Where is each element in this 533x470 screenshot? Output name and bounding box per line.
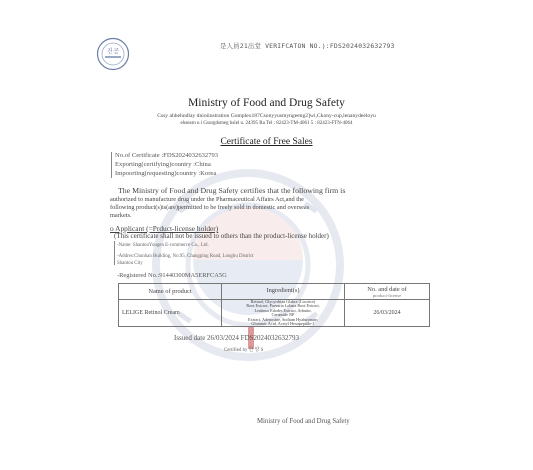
certificate-title: Certificate of Free Sales	[220, 137, 313, 147]
table-row	[119, 300, 430, 327]
header-license	[345, 284, 430, 300]
signature-ministry: Ministry of Food and Drug Safety	[257, 418, 350, 425]
contact-line: ehsearn u i Gsurgdsmeg hslel u. 24395 Ra Tel : 82423-TM-4061 5 : 82423-FTN-4064	[180, 121, 353, 126]
certificate-number-field: No.of Certificate :FDS2024032632793	[115, 152, 219, 159]
statement-line-4: markets.	[110, 212, 132, 219]
header-ingredients-label: Ingredient(s)	[266, 287, 300, 295]
importing-country-field: Impoorting(requesting)country :Korea	[115, 170, 217, 177]
registered-number: -Registered No.:91440300MA5ERFCA5G	[117, 272, 227, 279]
ingredients-line: Retinol, Glycyrrhiza Glabra (Licorice)	[250, 299, 316, 304]
applicant-address-1: -Addres:Chunhan Building, No.95, Changping Road, Longhu District	[117, 254, 254, 259]
table-header-row	[119, 284, 430, 300]
fields-bracket	[111, 152, 112, 178]
applicant-note: (This certificate shall not be issued to others than the product-license holder)	[114, 232, 329, 240]
product-table	[118, 283, 430, 327]
exporting-country-field: Exporting(certifying)country :China	[115, 161, 211, 168]
applicant-bracket	[114, 241, 115, 265]
ingredients-line: Glutamic Acid, Acetyl Hexapeptide-1	[251, 321, 315, 327]
ingredients-cell	[222, 300, 345, 327]
statement-line-1: The Ministry of Food and Drug Safety certifies that the following firm is	[118, 186, 346, 195]
header-ingredients	[222, 284, 345, 300]
address-line: Cssy ahhehndlay dnioiinstration Gomplex187Csonyyusmyngeeng2]wi,Ckony-cup,lenanydeeloyu	[157, 113, 376, 119]
seal-text: 진공	[106, 47, 120, 55]
statement-line-2: authorized to manufacture drug under the Pharmaceutical Affairs Act,and the	[110, 196, 304, 203]
applicant-name: -Name: ShantouYougen E-commerce Co., Ltd.	[117, 243, 209, 248]
official-seal-icon	[96, 37, 130, 71]
applicant-heading: o Applicant (=Prduct-license holder)	[110, 224, 219, 233]
header-license-sub: product-license	[372, 292, 402, 298]
verification-number: 是人員21出堂 VERIFCATON NO.):FDS2024032632793	[220, 42, 395, 50]
header-license-label: No. and date of	[367, 285, 407, 293]
applicant-address-2: Shantou City	[117, 261, 143, 266]
ingredients-line: Extract, Adenosine, Sodium Hyaluronate,	[248, 316, 318, 322]
header-name-of-product: Name of product	[119, 284, 222, 300]
license-date-cell: 26/03/2024	[345, 300, 430, 327]
product-name-cell: LELIGE Retinol Cream	[119, 300, 222, 327]
ingredients-line: Lentinus Edodes Extract, Arbutin,	[254, 307, 312, 313]
certified-by: Certified by 한 양 S	[224, 348, 264, 353]
issued-date: Issued date 26/03/2024 FDS2024032632793	[174, 334, 300, 342]
ingredients-line: Root Extract, Pueraria Lobata Root Extract,	[246, 303, 320, 309]
statement-line-3: following product(s)is(are)permitted to be freely sold in domestic and overseas	[110, 204, 310, 211]
ingredients-line: Ceramide NP	[271, 312, 295, 318]
ministry-title: Ministry of Food and Drug Safety	[188, 97, 345, 109]
